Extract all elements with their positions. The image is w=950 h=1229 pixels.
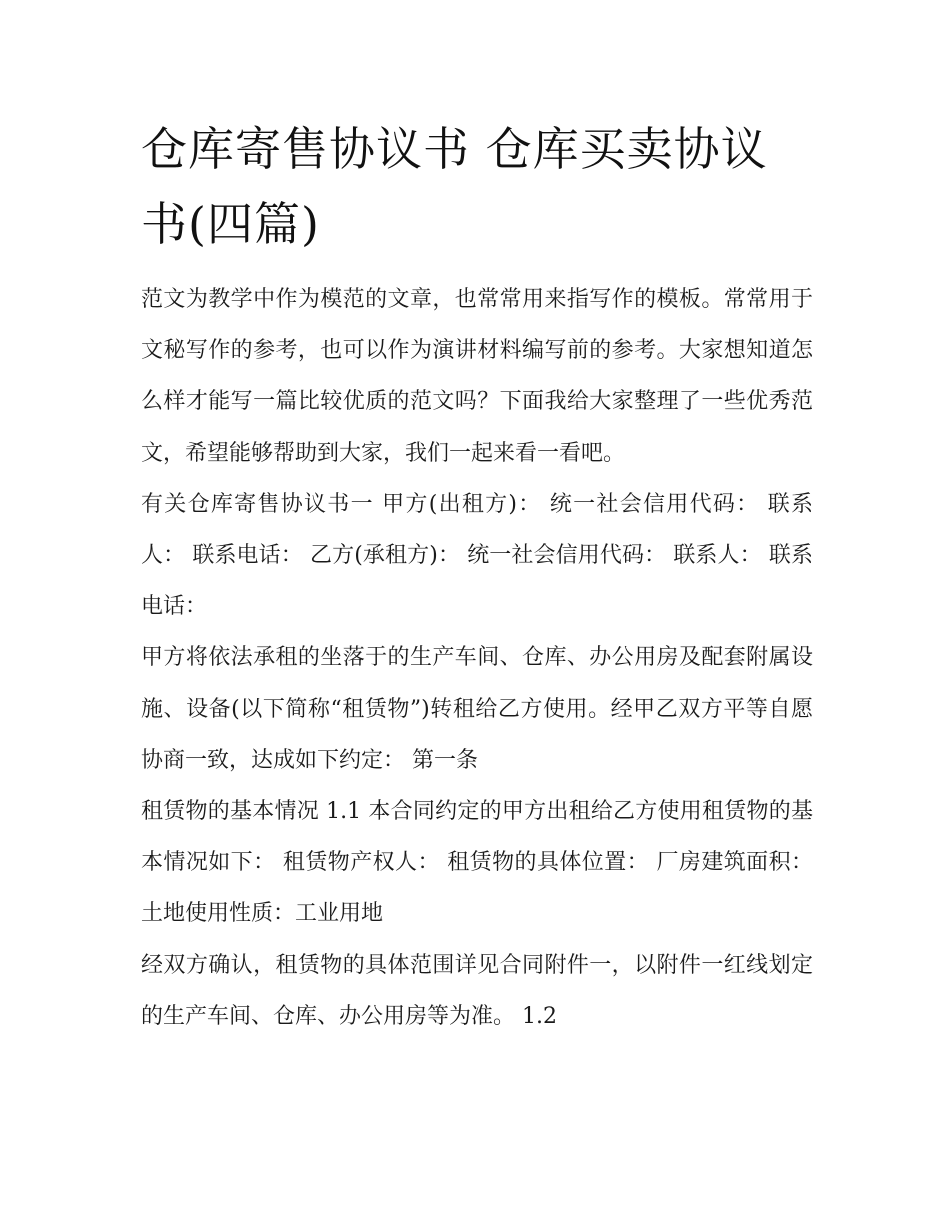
document-page xyxy=(141,112,813,1042)
parties-paragraph: 有关仓库寄售协议书一 甲方(出租方)： 统一社会信用代码： 联系人： 联系电话： 乙方(承租方)： 统一社会信用代码： 联系人： 联系电话： xyxy=(141,491,813,620)
intro-paragraph: 范文为教学中作为模范的文章，也常常用来指写作的模板。常常用于文秘写作的参考，也可以作为演讲材料编写前的参考。大家想知道怎么样才能写一篇比较优质的范文吗？下面我给大家整理了一些优秀范文，希望能够帮助到大家，我们一起来看一看吧。 xyxy=(141,287,813,466)
scope-paragraph: 经双方确认，租赁物的具体范围详见合同附件一，以附件一红线划定的生产车间、仓库、办公用房等为准。 1.2 xyxy=(141,952,813,1029)
lease-details-paragraph: 租赁物的基本情况 1.1 本合同约定的甲方出租给乙方使用租赁物的基本情况如下： 租赁物产权人： 租赁物的具体位置： 厂房建筑面积：土地使用性质：工业用地 xyxy=(141,799,813,927)
agreement-paragraph: 甲方将依法承租的坐落于的生产车间、仓库、办公用房及配套附属设施、设备(以下简称“租赁物”)转租给乙方使用。经甲乙双方平等自愿协商一致，达成如下约定： 第一条 xyxy=(141,645,813,773)
document-title: 仓库寄售协议书 仓库买卖协议书(四篇) xyxy=(141,122,768,251)
